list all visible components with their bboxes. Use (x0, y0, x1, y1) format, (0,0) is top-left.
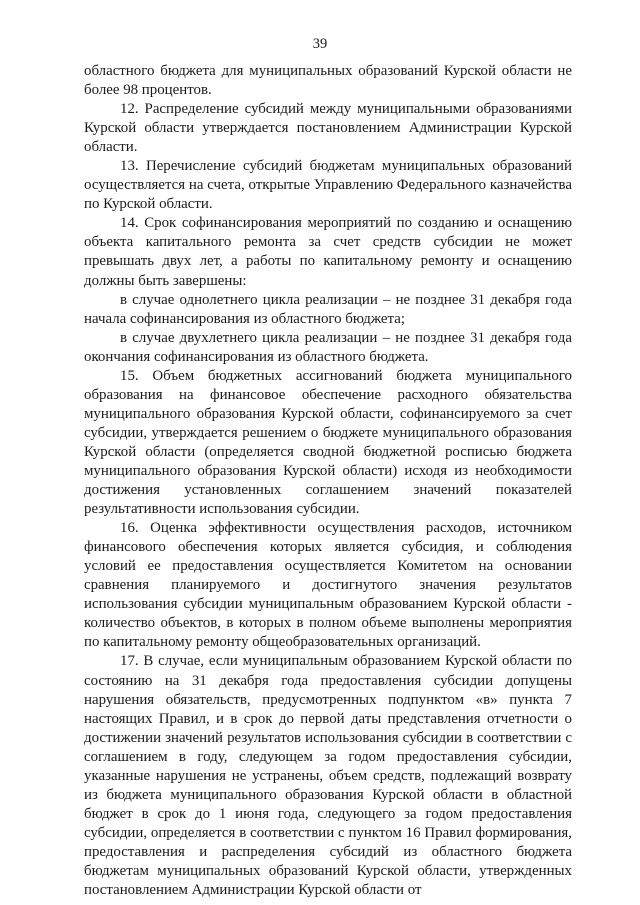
paragraph-15: 15. Объем бюджетных ассигнований бюджета муниципального образования на финансовое обеспечение расходного обязательства муниципального образования Курской области, софинансируемого за счет субсидии, утверждается решением о бюджете муниципального образования Курской области (определяется сводной бюджетной росписью бюджета муниципального образования Курской области) исходя из необходимости достижения установленных соглашением значений показателей результативности использования субсидии. (84, 367, 572, 518)
paragraph-16: 16. Оценка эффективности осуществления расходов, источником финансового обеспечения которых является субсидия, и соблюдения условий ее предоставления осуществляется Комитетом на основании сравнения планируемого и достигнутого значения результатов использования субсидии муниципальным образованием Курской области - количество объектов, в которых в полном объеме выполнены мероприятия по капитальному ремонту общеобразовательных организаций. (84, 520, 572, 651)
paragraph-14-item-one-year: в случае однолетнего цикла реализации – не позднее 31 декабря года начала софинансирования из областного бюджета; (84, 291, 572, 327)
paragraph-17: 17. В случае, если муниципальным образованием Курской области по состоянию на 31 декабря года предоставления субсидии допущены нарушения обязательств, предусмотренных подпунктом «в» пункта 7 настоящих Правил, и в срок до первой даты представления отчетности о достижении значений результатов использования субсидии в соответствии с соглашением в году, следующем за годом предоставления субсидии, указанные нарушения не устранены, объем средств, подлежащий возврату из бюджета муниципального образования Курской области в областной бюджет в срок до 1 июня года, следующего за годом предоставления субсидии, определяется в соответствии с пунктом 16 Правил формирования, предоставления и распределения субсидий из областного бюджета бюджетам муниципальных образований Курской области, утвержденных постановлением Администрации Курской области от (84, 653, 572, 899)
paragraph-13: 13. Перечисление субсидий бюджетам муниципальных образований осуществляется на счета, открытые Управлению Федерального казначейства по Курской области. (84, 158, 572, 213)
document-body (84, 62, 572, 900)
paragraph-14: 14. Срок софинансирования мероприятий по созданию и оснащению объекта капитального ремонта за счет средств субсидии не может превышать двух лет, а работы по капитальному ремонту и оснащению должны быть завершены: (84, 215, 572, 289)
page-number: 39 (312, 36, 328, 52)
paragraph-12: 12. Распределение субсидий между муниципальными образованиями Курской области утверждается постановлением Администрации Курской области. (84, 101, 572, 156)
paragraph-continuation: областного бюджета для муниципальных образований Курской области не более 98 процентов. (84, 63, 572, 99)
paragraph-14-item-two-year: в случае двухлетнего цикла реализации – не позднее 31 декабря года окончания софинансирования из областного бюджета. (84, 329, 572, 365)
